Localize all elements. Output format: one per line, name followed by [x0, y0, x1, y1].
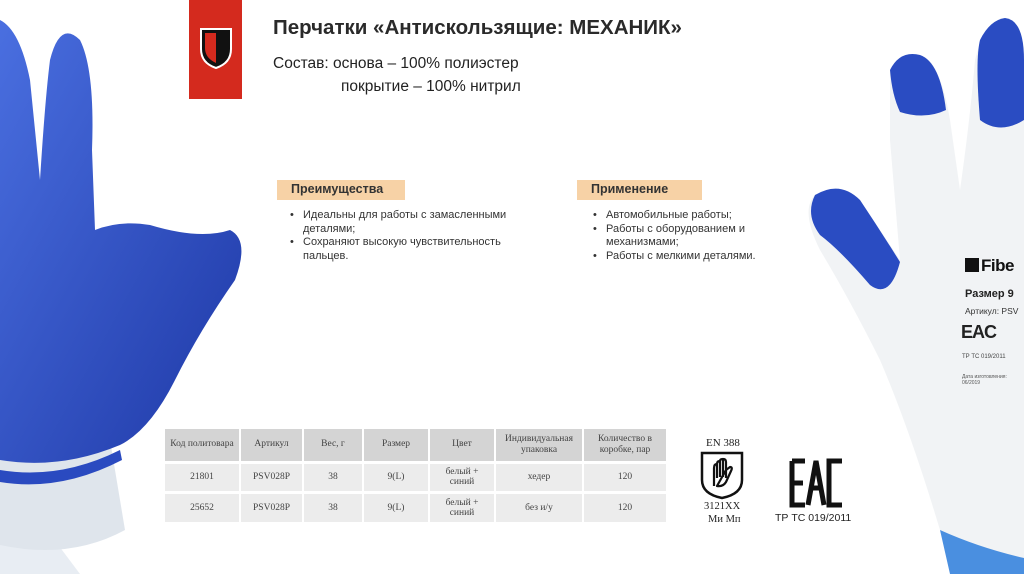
- page-title: Перчатки «Антискользящие: МЕХАНИК»: [273, 16, 682, 39]
- list-item: • Идеальны для работы с замасленными деталями;: [287, 209, 547, 236]
- cell-packaging: хедер: [495, 462, 583, 492]
- col-header-quantity: Количество в коробке, пар: [583, 429, 666, 462]
- table-row: [165, 462, 666, 492]
- glove-label-tag: [955, 250, 1024, 390]
- composition-base: Состав: основа – 100% полиэстер: [273, 55, 519, 72]
- list-item: • Работы с мелкими деталями.: [590, 250, 790, 264]
- en388-label: EN 388: [706, 437, 740, 449]
- tag-date-label: Дата изготовления:: [962, 374, 1007, 380]
- en388-glove-shield-icon: [699, 450, 745, 500]
- cell-size: 9(L): [363, 462, 429, 492]
- tag-article: Артикул: PSV: [965, 306, 1019, 316]
- cell-packaging: без и/у: [495, 492, 583, 522]
- tag-size: Размер 9: [965, 288, 1014, 300]
- tag-tr: ТР ТС 019/2011: [962, 354, 1006, 360]
- cell-quantity: 120: [583, 492, 666, 522]
- en388-sub: Ми Мп: [708, 514, 741, 525]
- cell-article: PSV028P: [240, 492, 303, 522]
- tag-logo: Fibe: [965, 256, 1014, 276]
- shield-logo-icon: [199, 27, 233, 69]
- cell-color: белый + синий: [429, 462, 495, 492]
- cell-size: 9(L): [363, 492, 429, 522]
- eac-mark-icon: [789, 458, 845, 508]
- table-header-row: [165, 429, 666, 462]
- composition-coating: покрытие – 100% нитрил: [341, 78, 521, 95]
- application-list: [590, 209, 790, 263]
- table-row: [165, 492, 666, 522]
- cell-color: белый + синий: [429, 492, 495, 522]
- cell-code: 21801: [165, 462, 240, 492]
- tag-date: [962, 374, 1007, 386]
- brand-bar: [189, 0, 242, 99]
- en388-code: 3121XX: [704, 501, 741, 512]
- spec-table: [165, 429, 666, 522]
- advantages-list: [287, 209, 547, 263]
- advantages-heading: Преимущества: [277, 180, 405, 200]
- cell-weight: 38: [303, 492, 363, 522]
- col-header-article: Артикул: [240, 429, 303, 462]
- list-item: • Работы с оборудованием и механизмами;: [590, 223, 790, 250]
- col-header-color: Цвет: [429, 429, 495, 462]
- application-heading: Применение: [577, 180, 702, 200]
- cell-weight: 38: [303, 462, 363, 492]
- list-item: • Автомобильные работы;: [590, 209, 790, 223]
- col-header-packaging: Индивидуальная упаковка: [495, 429, 583, 462]
- eac-caption: ТР ТС 019/2011: [775, 512, 852, 524]
- col-header-size: Размер: [363, 429, 429, 462]
- cell-quantity: 120: [583, 462, 666, 492]
- tag-date-value: 06/2019: [962, 380, 981, 386]
- col-header-weight: Вес, г: [303, 429, 363, 462]
- col-header-code: Код политовара: [165, 429, 240, 462]
- list-item: • Сохраняют высокую чувствительность пальцев.: [287, 236, 547, 263]
- cell-code: 25652: [165, 492, 240, 522]
- tag-eac: EAC: [961, 322, 997, 342]
- cell-article: PSV028P: [240, 462, 303, 492]
